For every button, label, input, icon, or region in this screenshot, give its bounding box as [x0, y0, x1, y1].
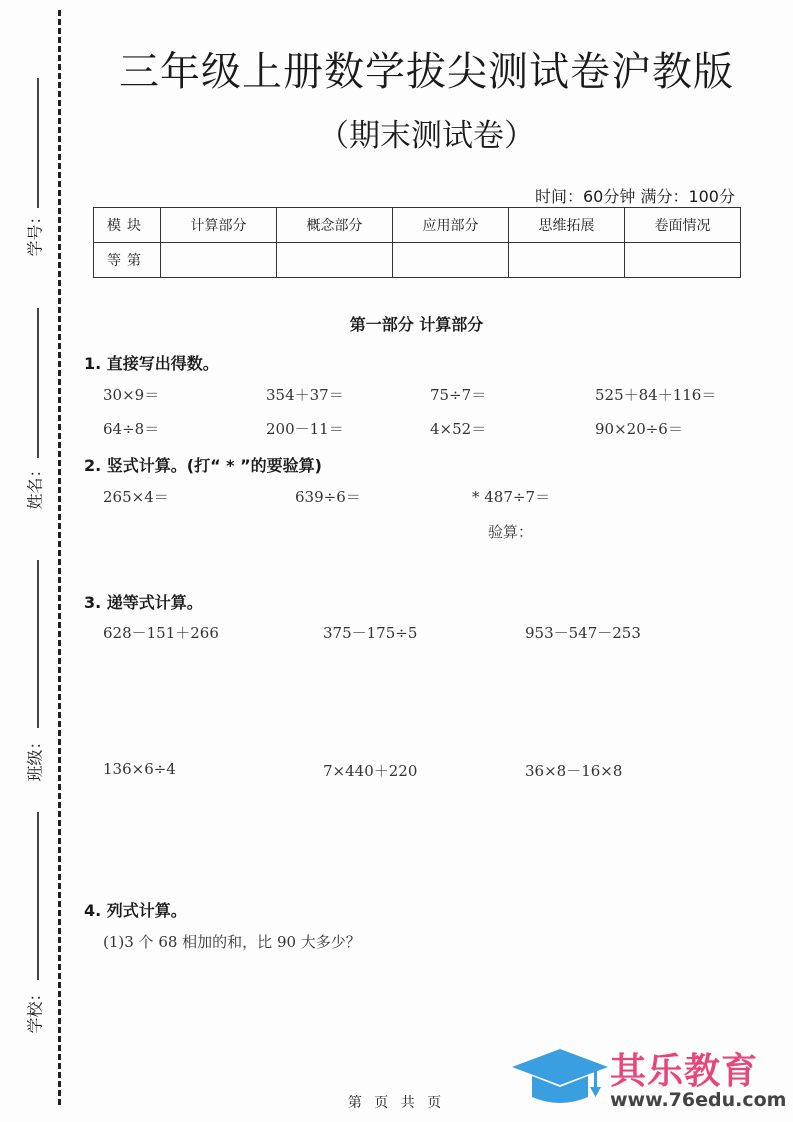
score-table-grade-row: [94, 243, 741, 278]
question-1-title: 1. 直接写出得数。: [84, 354, 219, 373]
name-label: 姓名：: [25, 461, 45, 510]
graduation-cap-icon: [510, 1045, 610, 1107]
q2-expr: * 487÷7＝: [472, 488, 551, 506]
class-label: 班级：: [25, 733, 45, 782]
score-header-application: 应用部分: [393, 208, 509, 243]
score-header-calc: 计算部分: [161, 208, 277, 243]
page-footer: 第 页 共 页: [347, 1095, 446, 1111]
q1-expr: 30×9＝: [103, 386, 160, 404]
q1-expr: 200－11＝: [266, 420, 344, 438]
q1-expr: 64÷8＝: [103, 420, 160, 438]
q2-check-label: 验算：: [488, 523, 534, 541]
q3-expr: 953－547－253: [525, 624, 641, 642]
page-title: 三年级上册数学拔尖测试卷沪教版: [119, 49, 734, 95]
q4-subquestion-1: (1)3 个 68 相加的和，比 90 大多少？: [103, 933, 361, 951]
q1-expr: 525＋84＋116＝: [595, 386, 717, 404]
q1-expr: 75÷7＝: [430, 386, 487, 404]
score-cell-neatness[interactable]: [625, 243, 741, 278]
q3-expr: 628－151＋266: [103, 624, 219, 642]
score-cell-application[interactable]: [393, 243, 509, 278]
watermark-url: www.76edu.com: [610, 1089, 787, 1111]
q3-expr: 36×8－16×8: [525, 762, 623, 780]
score-cell-calc[interactable]: [161, 243, 277, 278]
score-header-module: 模块: [94, 208, 161, 243]
score-header-thinking: 思维拓展: [509, 208, 625, 243]
question-2-title: 2. 竖式计算。(打“ * ”的要验算): [84, 456, 322, 475]
watermark-logo: [510, 1043, 790, 1113]
q3-expr: 375－175÷5: [323, 624, 418, 642]
school-label: 学校：: [25, 985, 45, 1034]
score-table: [93, 207, 741, 278]
q3-expr: 7×440＋220: [323, 762, 418, 780]
watermark-brand-name: 其乐教育: [610, 1051, 759, 1092]
score-header-neatness: 卷面情况: [625, 208, 741, 243]
exam-meta: 时间：60分钟 满分：100分: [535, 187, 735, 206]
section-title: 第一部分 计算部分: [349, 315, 484, 334]
q1-expr: 354＋37＝: [266, 386, 344, 404]
question-4-title: 4. 列式计算。: [84, 901, 187, 920]
score-table-header-row: [94, 208, 741, 243]
q2-expr: 265×4＝: [103, 488, 169, 506]
q2-expr: 639÷6＝: [295, 488, 361, 506]
class-line[interactable]: [37, 560, 39, 728]
q1-expr: 4×52＝: [430, 420, 487, 438]
q1-expr: 90×20÷6＝: [595, 420, 683, 438]
q3-expr: 136×6÷4: [103, 760, 176, 778]
score-header-concept: 概念部分: [277, 208, 393, 243]
score-row-label: 等第: [94, 243, 161, 278]
score-cell-concept[interactable]: [277, 243, 393, 278]
page-subtitle: （期末测试卷）: [318, 118, 535, 154]
school-line[interactable]: [37, 812, 39, 980]
question-3-title: 3. 递等式计算。: [84, 593, 203, 612]
score-cell-thinking[interactable]: [509, 243, 625, 278]
binding-dashed-line: [58, 10, 61, 1105]
student-id-label: 学号：: [25, 208, 45, 257]
